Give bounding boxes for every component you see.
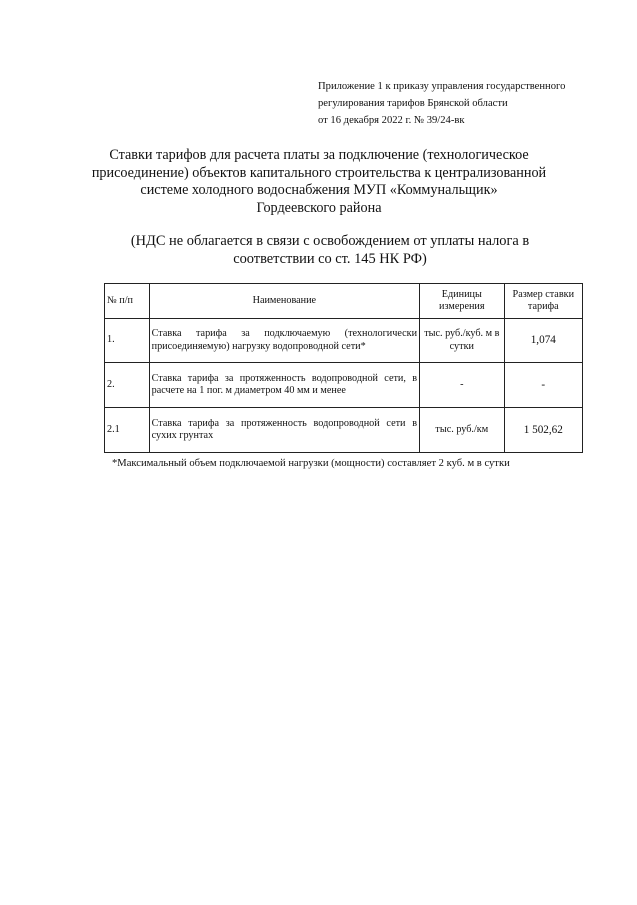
appendix-line-3: от 16 декабря 2022 г. № 39/24-вк [318,115,465,126]
header-name: Наименование [149,284,419,319]
vat-note-line-1: (НДС не облагается в связи с освобождением от уплаты налога в [130,233,530,249]
title-line-4: Гордеевского района [256,199,382,216]
tariff-table [104,283,583,453]
appendix-line-1: Приложение 1 к приказу управления государственного [318,81,566,92]
row-rate: - [504,363,582,408]
table-row [105,319,583,363]
row-unit: тыс. руб./км [420,408,505,453]
header-unit: Единицы измерения [420,284,505,319]
row-num: 2.1 [105,408,150,453]
row-rate: 1 502,62 [504,408,582,453]
title-line-1: Ставки тарифов для расчета платы за подключение (технологическое [109,147,529,163]
document-title [60,147,578,217]
title-line-3: системе холодного водоснабжения МУП «Коммунальщик» [140,182,498,198]
row-unit: тыс. руб./куб. м в сутки [420,319,505,363]
table-header-row [105,284,583,319]
vat-note [60,232,600,268]
row-name: Ставка тарифа за протяженность водопроводной сети, в расчете на 1 пог. м диаметром 40 мм и менее [149,363,419,408]
header-rate: Размер ставки тарифа [504,284,582,319]
appendix-line-2: регулирования тарифов Брянской области [318,98,508,109]
header-num: № п/п [105,284,150,319]
footnote: *Максимальный объем подключаемой нагрузки (мощности) составляет 2 куб. м в сутки [112,458,510,469]
row-num: 2. [105,363,150,408]
row-rate: 1,074 [504,319,582,363]
row-unit: - [420,363,505,408]
vat-note-line-2: соответствии со ст. 145 НК РФ) [233,251,427,267]
table-row [105,363,583,408]
appendix-header [318,78,618,129]
row-num: 1. [105,319,150,363]
row-name: Ставка тарифа за протяженность водопроводной сети в сухих грунтах [149,408,419,453]
row-name: Ставка тарифа за подключаемую (технологически присоединяемую) нагрузку водопроводной сети* [149,319,419,363]
title-line-2: присоединение) объектов капитального строительства к централизованной [91,164,547,181]
table-row [105,408,583,453]
